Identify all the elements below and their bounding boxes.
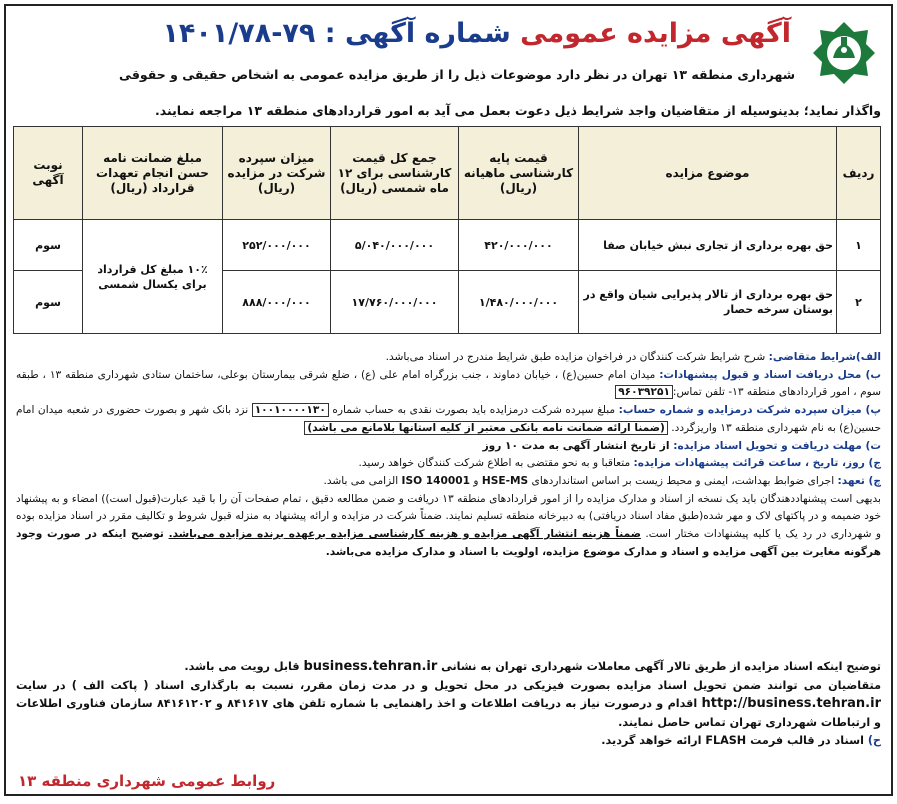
- header-round: نوبت آگهی: [14, 127, 83, 220]
- term-pe-text2: نزد بانک شهر و بصورت حضوری در شعبه میدان امام حسین(ع) به نام شهرداری منطقه ۱۳ واریزگردد.: [16, 404, 881, 434]
- term-pe-account: ۱۰۰۱۰۰۰۰۱۳۰: [252, 403, 329, 417]
- term-te-text: از تاریخ انتشار آگهی به مدت ۱۰ روز: [482, 439, 674, 452]
- header-base-price: قیمت پایه کارشناسی ماهیانه (ریال): [459, 127, 579, 220]
- notice-title: [162, 14, 791, 54]
- footer-line1: [16, 658, 881, 677]
- footer-section: [16, 658, 881, 751]
- footer-line2-text: متقاضیان می توانند ضمن تحویل اسناد مزایده بصورت فیزیکی در محل تحویل و در مدت زمان مقرر، نسبت به بارگذاری اسناد ( پاکت الف ) در سایت: [16, 678, 881, 692]
- cell-total-price: ۵/۰۴۰/۰۰۰/۰۰۰: [331, 220, 459, 271]
- header-row-no: ردیف: [837, 127, 881, 220]
- term-be: [16, 367, 881, 402]
- title-main: آگهی مزایده عمومی: [520, 18, 791, 49]
- intro-text-2: واگذار نماید؛ بدینوسیله از متقاضیان واجد شرایط ذیل دعوت بعمل می آید به امور قراردادهای منطقه ۱۳ مراجعه نمایند.: [155, 103, 881, 118]
- term-alef: [16, 349, 881, 367]
- footer-line1-a: توضیح اینکه اسناد مزایده از طریق تالار آگهی معاملات شهرداری تهران به نشانی: [437, 660, 881, 673]
- cell-row-no: ۲: [837, 271, 881, 334]
- footer-site-link-2[interactable]: http://business.tehran.ir: [701, 696, 881, 711]
- footer-line3-text: اقدام و درصورت نیاز به دریافت اطلاعات و اخذ راهنمایی با شماره تلفن های ۸۴۱۶۱۷ و ۸۴۱۶۱۲۰۲ سازمان فناوری اطلاعات و ارتباطات شهرداری تهران تماس حاصل نمایند.: [16, 697, 881, 729]
- term-pe: [16, 402, 881, 437]
- footer-site-link[interactable]: business.tehran.ir: [303, 659, 438, 674]
- footer-he: [16, 732, 881, 751]
- title-number: شماره آگهی : ۷۹-۱۴۰۱/۷۸: [162, 18, 511, 49]
- intro-text: شهرداری منطقه ۱۳ تهران در نظر دارد موضوعات ذیل را از طریق مزایده عمومی به اشخاص حقیقی و حقوقی: [119, 67, 795, 82]
- footer-he-text1: اسناد در قالب فرمت: [746, 734, 868, 747]
- cell-row-no: ۱: [837, 220, 881, 271]
- cell-subject: حق بهره برداری از تالار پذیرایی شیان واقع در بوستان سرخه حصار: [579, 271, 837, 334]
- footer-he-label: ح): [867, 734, 881, 747]
- term-te-label: ت) مهلت دریافت و تحویل اسناد مزایده:: [673, 439, 881, 452]
- auction-table: [13, 126, 881, 334]
- table-row: [14, 220, 881, 271]
- term-pe-note: (ضمنا ارائه ضمانت نامه بانکی معتبر از کلیه استانها بلامانع می باشد): [304, 421, 668, 435]
- footer-he-flash: FLASH: [705, 734, 747, 747]
- cell-deposit: ۲۵۲/۰۰۰/۰۰۰: [223, 220, 331, 271]
- term-che-text1: اجرای ضوابط بهداشت، ایمنی و محیط زیست بر اساس استانداردهای: [528, 474, 838, 487]
- term-che-std1: HSE-MS: [481, 474, 529, 487]
- header-total-price: جمع کل قیمت کارشناسی برای ۱۲ ماه شمسی (ریال): [331, 127, 459, 220]
- footer-line2: [16, 677, 881, 733]
- footer-he-text2: ارائه خواهد گردید.: [601, 734, 706, 747]
- cell-round: سوم: [14, 271, 83, 334]
- term-alef-text: شرح شرایط شرکت کنندگان در فراخوان مزایده طبق شرایط مندرج در اسناد می‌باشد.: [385, 351, 769, 363]
- cell-base-price: ۴۲۰/۰۰۰/۰۰۰: [459, 220, 579, 271]
- table-header-row: [14, 127, 881, 220]
- term-pe-label: پ) میزان سپرده شرکت درمزایده و شماره حساب:: [618, 404, 881, 417]
- header-deposit: میزان سپرده شرکت در مزایده (ریال): [223, 127, 331, 220]
- term-che: [16, 473, 881, 491]
- term-para1: بدیهی است پیشنهاددهندگان باید یک نسخه از اسناد و مدارک مزایده را از امور قراردادهای منطقه ۱۳ دریافت و ضمن مطالعه دقیق ، تمام صفحات آن را با قید عبارت(قبول است)) امضاء و به پیشنهاد خود ضمیمه و در پاکتهای لاک و مهر شده(طبق مفاد اسناد دریافتی) به دبیرخانه منطقه تسلیم نمایند. ضمناً شرکت در مزایده و ارائه پیشنهاد به منزله قبول شروط و تکالیف مقرر در اسناد مزایده بوده و شهرداری در رد یک یا کلیه پیشنهادات مختار است.: [16, 492, 882, 541]
- term-paragraph: [16, 491, 881, 562]
- term-che-text2: و: [470, 474, 482, 487]
- term-jim: [16, 455, 881, 473]
- term-be-phone: ۹۶۰۳۹۲۵۱: [615, 385, 673, 399]
- term-che-label: چ) تعهد:: [837, 474, 881, 487]
- header-subject: موضوع مزایده: [579, 127, 837, 220]
- term-jim-text: متعاقبا و به نحو مقتضی به اطلاع شرکت کنندگان خواهد رسید.: [358, 457, 634, 470]
- term-para1-underlined: ضمناً هزینه انتشار آگهی مزایده و هزینه کارشناسی مزایده برعهده برنده مزایده می‌باشد.: [168, 528, 641, 541]
- header-guarantee: مبلغ ضمانت نامه حسن انجام تعهدات قرارداد (ریال): [83, 127, 223, 220]
- cell-deposit: ۸۸۸/۰۰۰/۰۰۰: [223, 271, 331, 334]
- term-che-std2: ISO 140001: [401, 474, 471, 487]
- cell-total-price: ۱۷/۷۶۰/۰۰۰/۰۰۰: [331, 271, 459, 334]
- term-be-label: ب) محل دریافت اسناد و قبول پیشنهادات:: [659, 368, 881, 381]
- term-alef-label: الف)شرایط متقاضی:: [768, 351, 881, 363]
- auction-notice: [4, 4, 893, 796]
- cell-guarantee: ۱۰٪ مبلغ کل قرارداد برای یکسال شمسی: [83, 220, 223, 334]
- cell-round: سوم: [14, 220, 83, 271]
- term-para1-end: توضیح اینکه در صورت وجود هرگونه مغایرت بین آگهی مزایده و اسناد و مدارک موضوع مزایده، اولویت با اسناد و مدارک مزایده می‌باشد.: [16, 528, 881, 558]
- cell-subject: حق بهره برداری از تجاری نبش خیابان صفا: [579, 220, 837, 271]
- footer-line1-b: قابل رویت می باشد.: [184, 660, 304, 673]
- terms-section: [16, 349, 881, 561]
- term-be-text: میدان امام حسین(ع) ، خیابان دماوند ، جنب بزرگراه امام علی (ع) ، ضلع شرقی بیمارستان بوعلی، ساختمان ستادی شهرداری منطقه ۱۳ ، طبقه سوم ، امور قراردادهای منطقه ۱۳- تلفن تماس:: [16, 368, 881, 399]
- term-che-text3: الزامی می باشد.: [323, 474, 402, 487]
- term-jim-label: ج) روز، تاریخ ، ساعت قرائت پیشنهادات مزایده:: [633, 457, 881, 470]
- cell-base-price: ۱/۴۸۰/۰۰۰/۰۰۰: [459, 271, 579, 334]
- term-pe-text1: مبلغ سپرده شرکت درمزایده باید بصورت نقدی به حساب شماره: [328, 404, 619, 417]
- tehran-municipality-logo: [811, 20, 877, 86]
- term-te: [16, 438, 881, 456]
- public-relations-signature: روابط عمومی شهرداری منطقه ۱۳: [18, 772, 276, 790]
